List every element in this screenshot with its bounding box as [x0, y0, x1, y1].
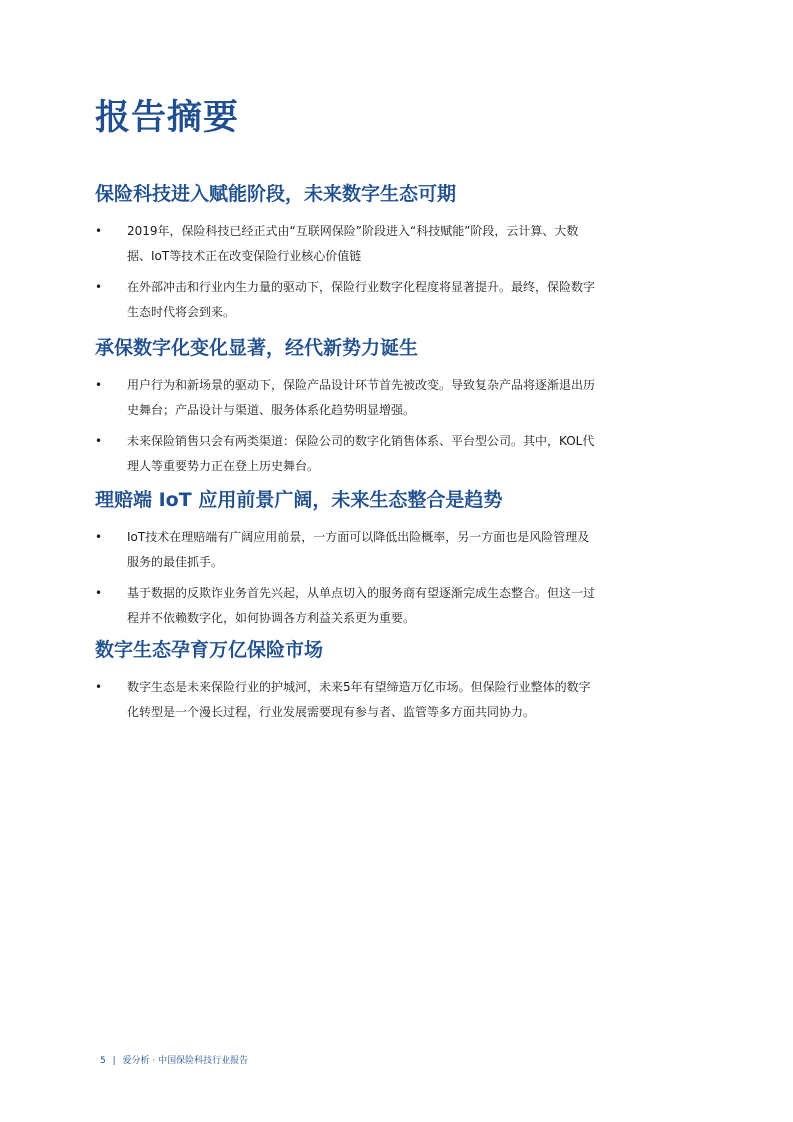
footer-separator: | [112, 1056, 116, 1066]
bullet-dot-icon: • [95, 378, 103, 392]
page-number: 5 [100, 1056, 106, 1066]
bullet-dot-icon: • [95, 530, 103, 544]
bullet-text: 2019年，保险科技已经正式由“互联网保险”阶段进入“科技赋能”阶段，云计算、大数据、IoT等技术正在改变保险行业核心价值链 [127, 224, 579, 263]
bullet-text: 在外部冲击和行业内生力量的驱动下，保险行业数字化程度将显著提升。最终，保险数字生态时代将会到来。 [127, 280, 596, 319]
bullet-text: 基于数据的反欺诈业务首先兴起，从单点切入的服务商有望逐渐完成生态整合。但这一过程并不依赖数字化，如何协调各方利益关系更为重要。 [127, 586, 596, 625]
bullet-dot-icon: • [95, 280, 103, 294]
bullet-dot-icon: • [95, 224, 103, 238]
bullet-text: 数字生态是未来保险行业的护城河，未来5年有望缔造万亿市场。但保险行业整体的数字化转型是一个漫长过程，行业发展需要现有参与者、监管等多方面共同协力。 [127, 680, 591, 719]
bullet-dot-icon: • [95, 434, 103, 448]
page-title: 报告摘要 [95, 98, 240, 138]
bullet-text: 用户行为和新场景的驱动下，保险产品设计环节首先被改变。导致复杂产品将逐渐退出历史舞台；产品设计与渠道、服务体系化趋势明显增强。 [127, 378, 596, 417]
list-item [95, 429, 595, 479]
bullet-list [95, 525, 595, 631]
section-heading: 保险科技进入赋能阶段，未来数字生态可期 [95, 183, 457, 205]
list-item [95, 581, 595, 631]
bullet-list [95, 219, 595, 325]
footer-report-title: 爱分析 · 中国保险科技行业报告 [122, 1056, 249, 1066]
page-footer [100, 1054, 248, 1068]
list-item [95, 373, 595, 423]
bullet-dot-icon: • [95, 680, 103, 694]
section-heading: 承保数字化变化显著，经代新势力诞生 [95, 337, 419, 359]
list-item [95, 275, 595, 325]
section-digital-ecosystem [95, 636, 595, 725]
bullet-text: 未来保险销售只会有两类渠道：保险公司的数字化销售体系、平台型公司。其中，KOL代理人等重要势力正在登上历史舞台。 [127, 434, 595, 473]
section-ecosystem-outlook [95, 180, 595, 325]
list-item [95, 675, 595, 725]
bullet-list [95, 373, 595, 479]
bullet-text: IoT技术在理赔端有广阔应用前景，一方面可以降低出险概率，另一方面也是风险管理及服务的最佳抓手。 [127, 530, 590, 569]
section-heading: 数字生态孕育万亿保险市场 [95, 639, 324, 661]
list-item [95, 525, 595, 575]
section-claims-iot [95, 486, 595, 631]
section-underwriting [95, 334, 595, 479]
list-item [95, 219, 595, 269]
section-heading: 理赔端 IoT 应用前景广阔，未来生态整合是趋势 [95, 489, 503, 511]
bullet-list [95, 675, 595, 725]
bullet-dot-icon: • [95, 586, 103, 600]
